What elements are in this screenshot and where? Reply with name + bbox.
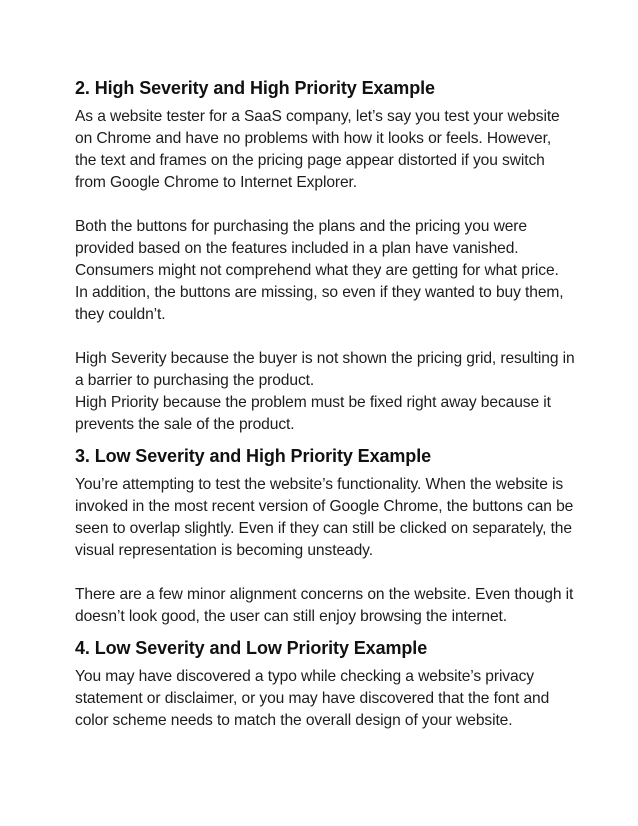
paragraph-spacer <box>75 562 575 584</box>
paragraph-spacer <box>75 194 575 216</box>
section-heading: 3. Low Severity and High Priority Example <box>75 446 432 466</box>
section-heading: 4. Low Severity and Low Priority Example <box>75 638 428 658</box>
paragraph: High Priority because the problem must be fixed right away because it prevents the sale of the product. <box>75 394 551 433</box>
document-content <box>75 76 575 732</box>
paragraph: High Severity because the buyer is not shown the pricing grid, resulting in a barrier to purchasing the product. <box>75 350 575 389</box>
paragraph: You’re attempting to test the website’s functionality. When the website is invoked in the most recent version of Google Chrome, the buttons can be seen to overlap slightly. Even if they can still be clicked on separately, the visual representation is becoming unsteady. <box>75 476 574 559</box>
paragraph: Both the buttons for purchasing the plans and the pricing you were provided based on the features included in a plan have vanished. Consumers might not comprehend what they are getting for what price. In addition, the buttons are missing, so even if they wanted to buy them, they couldn’t. <box>75 218 564 323</box>
section-heading: 2. High Severity and High Priority Example <box>75 78 435 98</box>
section-high-severity-high-priority <box>75 76 575 436</box>
paragraph: There are a few minor alignment concerns on the website. Even though it doesn’t look good, the user can still enjoy browsing the internet. <box>75 586 574 625</box>
section-low-severity-low-priority <box>75 636 575 732</box>
paragraph: As a website tester for a SaaS company, let’s say you test your website on Chrome and have no problems with how it looks or feels. However, the text and frames on the pricing page appear distorted if you switch from Google Chrome to Internet Explorer. <box>75 108 560 191</box>
section-low-severity-high-priority <box>75 444 575 628</box>
paragraph-spacer <box>75 326 575 348</box>
paragraph: You may have discovered a typo while checking a website’s privacy statement or disclaimer, or you may have discovered that the font and color scheme needs to match the overall design of your website. <box>75 668 550 729</box>
